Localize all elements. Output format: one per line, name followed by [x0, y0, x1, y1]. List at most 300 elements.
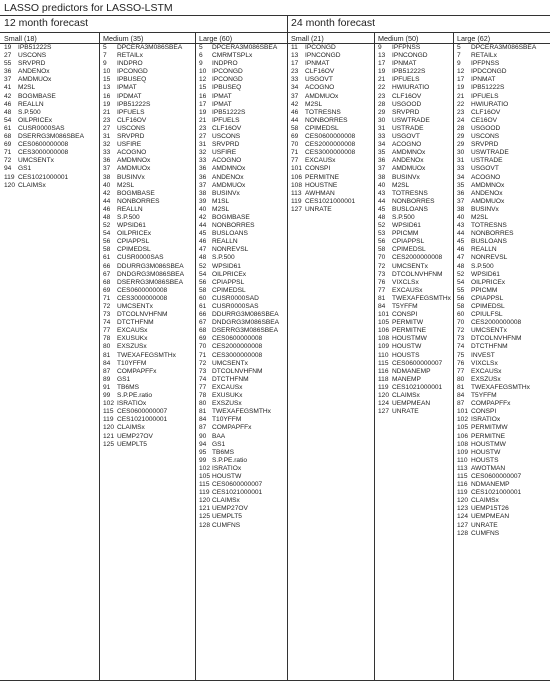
- predictor-index: 52: [199, 262, 207, 270]
- predictor-index: 54: [103, 230, 111, 238]
- predictor-index: 71: [199, 351, 207, 359]
- table-row: [378, 238, 452, 246]
- predictor-index: 70: [457, 319, 465, 327]
- table-row: [4, 109, 98, 117]
- predictor-index: 84: [378, 303, 386, 310]
- predictor-name: CES3000000008: [212, 351, 263, 359]
- predictor-name: CLAIMSx: [392, 392, 420, 400]
- table-row: [457, 465, 549, 473]
- predictor-name: CES3000000008: [305, 149, 356, 157]
- predictor-index: 102: [103, 400, 115, 408]
- predictor-name: M2SL: [18, 84, 36, 92]
- predictor-name: IPCONGD: [212, 76, 243, 84]
- predictor-index: 101: [291, 165, 303, 173]
- predictor-index: 22: [378, 84, 386, 92]
- predictor-name: EXSZUSx: [471, 375, 501, 383]
- table-row: [199, 246, 286, 254]
- table-row: [378, 392, 452, 400]
- predictor-index: 77: [378, 286, 386, 294]
- table-row: [103, 238, 194, 246]
- predictor-index: 46: [291, 108, 299, 116]
- predictor-index: 21: [378, 76, 386, 84]
- predictor-name: BUSINVx: [392, 173, 420, 181]
- predictor-name: IPBUSEQ: [117, 76, 147, 84]
- table-row: [378, 52, 452, 60]
- predictor-name: IPMAT: [212, 100, 232, 108]
- predictor-index: 48: [4, 108, 12, 116]
- predictor-name: CUSR0000SAD: [212, 294, 259, 302]
- predictor-name: EXSZUSx: [212, 400, 242, 408]
- predictor-index: 13: [378, 52, 386, 60]
- table-row: [199, 52, 286, 60]
- predictor-index: 31: [103, 133, 111, 141]
- table-row: [457, 246, 549, 254]
- predictor-index: 5: [103, 44, 107, 51]
- predictor-name: UEMP27OV: [117, 432, 153, 440]
- predictor-name: NONREVSL: [471, 254, 508, 262]
- predictor-index: 66: [199, 311, 207, 319]
- predictor-index: 27: [103, 124, 111, 132]
- table-row: [378, 44, 452, 52]
- predictor-index: 35: [457, 181, 465, 189]
- table-row: [291, 174, 373, 182]
- predictor-name: AMDMUOx: [117, 165, 151, 173]
- predictor-index: 75: [457, 351, 465, 359]
- predictor-name: CLF16OV: [471, 108, 501, 116]
- predictor-index: 70: [199, 343, 207, 351]
- horizon-12-label: 12 month forecast: [4, 17, 89, 29]
- predictor-name: AMDMUOx: [471, 197, 505, 205]
- predictor-name: CMRMTSPLx: [212, 52, 253, 60]
- predictor-index: 71: [103, 294, 111, 302]
- predictor-name: T5YFFM: [392, 303, 418, 310]
- table-row: [291, 84, 373, 92]
- predictor-name: CES0600000008: [212, 335, 263, 343]
- predictor-index: 71: [291, 149, 299, 157]
- table-row: [199, 125, 286, 133]
- table-row: [199, 238, 286, 246]
- predictor-index: 17: [378, 60, 386, 68]
- predictor-index: 17: [291, 60, 299, 68]
- predictor-name: DPCERA3M086SBEA: [471, 44, 537, 51]
- predictor-index: 56: [199, 278, 207, 286]
- predictor-index: 67: [199, 319, 207, 327]
- predictor-index: 30: [457, 149, 465, 157]
- table-row: [103, 174, 194, 182]
- predictor-name: DTCTHFNM: [471, 343, 508, 351]
- table-row: [378, 263, 452, 271]
- table-row: [199, 287, 286, 295]
- predictor-name: AMDMNOx: [117, 157, 151, 165]
- table-row: [103, 287, 194, 295]
- predictor-name: TWEXAFEGSMTHx: [212, 408, 271, 416]
- predictor-name: HOUSTW: [471, 448, 501, 456]
- table-row: [291, 165, 373, 173]
- table-row: [378, 246, 452, 254]
- predictor-name: REALLN: [117, 205, 143, 213]
- predictor-name: DPCERA3M086SBEA: [117, 44, 183, 51]
- predictor-name: ANDENOx: [212, 173, 244, 181]
- predictor-name: USWTRADE: [392, 116, 430, 124]
- predictor-index: 19: [378, 68, 386, 76]
- predictor-name: USCONS: [117, 124, 146, 132]
- table-row: [378, 101, 452, 109]
- predictor-index: 22: [457, 100, 465, 108]
- table-row: [457, 335, 549, 343]
- table-row: [378, 60, 452, 68]
- table-row: [378, 376, 452, 384]
- predictor-index: 73: [457, 335, 465, 343]
- predictor-name: USTRADE: [392, 124, 424, 132]
- predictor-index: 61: [199, 303, 207, 310]
- table-row: [199, 400, 286, 408]
- predictor-name: M2SL: [392, 181, 410, 189]
- predictor-index: 60: [199, 294, 207, 302]
- predictor-name: ISRATIOx: [471, 416, 501, 424]
- predictor-index: 119: [199, 489, 210, 497]
- table-row: [199, 190, 286, 198]
- table-row: [199, 408, 286, 416]
- predictor-index: 119: [291, 197, 302, 205]
- predictor-name: IPBUSEQ: [212, 84, 242, 92]
- predictor-name: CPIMEDSL: [212, 286, 246, 294]
- table-row: [199, 433, 286, 441]
- predictor-index: 120: [378, 392, 390, 400]
- predictor-name: EXCAUSx: [392, 286, 423, 294]
- predictor-index: 36: [103, 157, 111, 165]
- predictor-name: IPFPNSS: [392, 44, 421, 51]
- predictor-name: HOUSTMW: [471, 440, 506, 448]
- table-row: [378, 198, 452, 206]
- table-row: [103, 165, 194, 173]
- table-row: [457, 190, 549, 198]
- predictor-index: 16: [103, 92, 111, 100]
- predictor-index: 80: [199, 400, 207, 408]
- predictor-name: CE16OV: [471, 116, 498, 124]
- predictor-name: USCONS: [471, 133, 500, 141]
- predictor-index: 24: [457, 116, 465, 124]
- predictor-index: 119: [103, 416, 114, 424]
- table-row: [457, 93, 549, 101]
- predictor-index: 36: [199, 165, 207, 173]
- predictor-name: PERMITNE: [305, 173, 340, 181]
- predictor-index: 33: [199, 157, 207, 165]
- predictor-name: COMPAPFFx: [471, 400, 511, 408]
- table-row: [199, 303, 286, 311]
- predictor-name: UMCSENTx: [471, 327, 507, 335]
- predictor-index: 42: [103, 189, 111, 197]
- predictor-index: 106: [291, 173, 303, 181]
- predictor-name: HOUSTNE: [305, 181, 338, 189]
- predictor-index: 81: [199, 408, 207, 416]
- column-12-medium: [103, 44, 194, 449]
- predictor-index: 34: [378, 141, 386, 149]
- table-row: [103, 424, 194, 432]
- table-row: [378, 311, 452, 319]
- predictor-index: 39: [199, 197, 207, 205]
- predictor-index: 7: [457, 52, 461, 60]
- predictor-index: 90: [199, 432, 207, 440]
- predictor-name: BOGMBASE: [212, 213, 250, 221]
- predictor-index: 120: [199, 497, 211, 505]
- table-row: [378, 149, 452, 157]
- predictor-index: 74: [457, 343, 465, 351]
- predictor-index: 81: [457, 383, 465, 391]
- predictor-name: DDURRG3M086SBEA: [117, 262, 184, 270]
- predictor-index: 56: [103, 238, 111, 246]
- table-row: [199, 263, 286, 271]
- predictor-index: 42: [199, 213, 207, 221]
- predictor-index: 105: [378, 319, 390, 327]
- predictor-index: 48: [103, 213, 111, 221]
- predictor-index: 89: [103, 375, 111, 383]
- table-row: [378, 165, 452, 173]
- predictor-name: CPIMEDSL: [392, 246, 426, 254]
- table-row: [378, 206, 452, 214]
- table-row: [291, 149, 373, 157]
- predictor-name: RETAILx: [117, 52, 143, 60]
- predictor-index: 45: [457, 238, 465, 246]
- predictor-name: S.P.500: [117, 213, 140, 221]
- predictor-index: 10: [103, 68, 111, 76]
- predictor-name: WPSID61: [392, 222, 421, 230]
- table-row: [457, 263, 549, 271]
- predictor-name: INDPRO: [117, 60, 143, 68]
- predictor-index: 72: [4, 157, 12, 165]
- table-row: [457, 295, 549, 303]
- predictor-index: 123: [457, 505, 469, 513]
- predictor-index: 106: [457, 432, 469, 440]
- predictor-name: REALLN: [18, 100, 44, 108]
- table-row: [199, 157, 286, 165]
- predictor-name: CES0600000007: [471, 472, 522, 480]
- predictor-index: 128: [457, 529, 469, 537]
- predictor-name: CPIMEDSL: [117, 246, 151, 254]
- table-row: [199, 68, 286, 76]
- predictor-index: 31: [199, 141, 207, 149]
- predictor-name: T10YFFM: [212, 416, 242, 424]
- predictor-index: 73: [378, 270, 386, 278]
- predictor-index: 116: [457, 481, 468, 489]
- table-row: [103, 368, 194, 376]
- table-row: [457, 311, 549, 319]
- table-row: [103, 271, 194, 279]
- table-row: [103, 76, 194, 84]
- table-row: [4, 141, 98, 149]
- predictor-name: ANDENOx: [18, 68, 50, 76]
- predictor-index: 38: [103, 173, 111, 181]
- predictor-index: 77: [457, 367, 465, 375]
- top-rule: [0, 15, 550, 16]
- predictor-index: 9: [103, 60, 107, 68]
- predictor-name: USGOVT: [392, 133, 420, 141]
- table-row: [457, 368, 549, 376]
- col-divider: [453, 32, 454, 680]
- predictor-index: 45: [199, 230, 207, 238]
- predictor-name: IPMAT: [212, 92, 232, 100]
- predictor-index: 33: [457, 165, 465, 173]
- predictor-index: 9: [199, 60, 203, 68]
- predictor-index: 37: [4, 76, 12, 84]
- predictor-name: IPB51222S: [212, 108, 246, 116]
- predictor-index: 80: [457, 375, 465, 383]
- horizon-24-label: 24 month forecast: [291, 17, 376, 29]
- col-header-24-medium: Medium (50): [378, 34, 419, 43]
- predictor-index: 116: [378, 367, 389, 375]
- predictor-name: OILPRICEx: [471, 278, 506, 286]
- predictor-name: CONSPI: [392, 311, 418, 319]
- table-row: [378, 109, 452, 117]
- table-row: [457, 271, 549, 279]
- predictor-index: 47: [457, 254, 465, 262]
- predictor-index: 94: [4, 165, 12, 173]
- predictor-name: INDPRO: [212, 60, 238, 68]
- predictor-index: 125: [103, 440, 115, 448]
- table-row: [457, 174, 549, 182]
- predictor-name: VIXCLSx: [471, 359, 498, 367]
- predictor-index: 33: [378, 133, 386, 141]
- table-row: [378, 254, 452, 262]
- table-row: [291, 52, 373, 60]
- predictor-name: CLF16OV: [392, 92, 422, 100]
- predictor-name: CES1021000001: [471, 489, 522, 497]
- predictor-index: 69: [291, 133, 299, 141]
- table-row: [378, 84, 452, 92]
- predictor-name: ACOGNO: [471, 173, 501, 181]
- table-row: [378, 222, 452, 230]
- col-header-24-small: Small (21): [291, 34, 324, 43]
- table-row: [103, 141, 194, 149]
- table-row: [291, 125, 373, 133]
- bottom-rule: [0, 680, 550, 681]
- predictor-index: 28: [378, 100, 386, 108]
- table-row: [378, 360, 452, 368]
- predictor-index: 84: [103, 359, 111, 367]
- predictor-index: 121: [103, 432, 115, 440]
- predictor-name: ISRATIOx: [212, 464, 242, 472]
- table-row: [199, 93, 286, 101]
- predictor-index: 115: [103, 408, 114, 416]
- predictor-index: 108: [457, 440, 469, 448]
- predictor-name: ACOGNO: [117, 149, 147, 157]
- table-row: [199, 335, 286, 343]
- predictor-name: S.P.500: [471, 262, 494, 270]
- predictor-index: 19: [457, 84, 465, 92]
- table-row: [199, 522, 286, 530]
- predictor-name: SRVPRD: [392, 108, 420, 116]
- table-row: [378, 352, 452, 360]
- predictor-name: OILPRICEx: [117, 230, 152, 238]
- predictor-name: USFIRE: [117, 141, 142, 149]
- predictor-index: 29: [457, 141, 465, 149]
- predictor-name: IPCONGD: [305, 44, 336, 51]
- predictor-name: CPIMEDSL: [305, 124, 339, 132]
- table-row: [103, 190, 194, 198]
- table-row: [199, 441, 286, 449]
- table-row: [457, 416, 549, 424]
- table-row: [4, 93, 98, 101]
- predictor-name: IPCONGD: [212, 68, 243, 76]
- table-row: [378, 319, 452, 327]
- table-row: [4, 60, 98, 68]
- predictor-index: 106: [378, 327, 390, 335]
- table-row: [378, 343, 452, 351]
- predictor-index: 58: [103, 246, 111, 254]
- predictor-name: DSERRG3M086SBEA: [117, 278, 183, 286]
- predictor-index: 32: [199, 149, 207, 157]
- table-row: [457, 157, 549, 165]
- predictor-index: 69: [103, 286, 111, 294]
- predictor-index: 13: [103, 84, 111, 92]
- predictor-name: HOUSTS: [471, 456, 499, 464]
- table-row: [199, 279, 286, 287]
- predictor-index: 101: [378, 311, 390, 319]
- predictor-index: 19: [4, 44, 12, 51]
- table-row: [378, 125, 452, 133]
- predictor-index: 71: [4, 149, 12, 157]
- predictor-index: 9: [378, 44, 382, 51]
- table-row: [457, 230, 549, 238]
- predictor-name: CES1021000001: [392, 383, 443, 391]
- predictor-name: UMCSENTx: [18, 157, 54, 165]
- predictor-name: CES3000000008: [18, 149, 69, 157]
- table-row: [457, 352, 549, 360]
- column-12-large: [199, 44, 286, 530]
- predictor-index: 115: [199, 481, 210, 489]
- predictor-index: 76: [378, 278, 386, 286]
- table-row: [103, 198, 194, 206]
- predictor-index: 124: [457, 513, 469, 521]
- predictor-index: 21: [457, 92, 465, 100]
- predictor-index: 31: [378, 124, 386, 132]
- table-row: [378, 174, 452, 182]
- table-row: [199, 513, 286, 521]
- predictor-name: CPIAPPSL: [212, 278, 245, 286]
- table-row: [199, 473, 286, 481]
- table-row: [378, 117, 452, 125]
- predictor-name: CES0600000008: [117, 286, 168, 294]
- table-row: [457, 360, 549, 368]
- predictor-name: CUSR0000SAS: [117, 254, 164, 262]
- predictor-name: CLAIMSx: [18, 181, 46, 189]
- predictor-name: HWIURATIO: [392, 84, 430, 92]
- predictor-index: 77: [291, 157, 299, 165]
- table-row: [199, 392, 286, 400]
- table-row: [457, 60, 549, 68]
- predictor-index: 102: [457, 416, 469, 424]
- table-row: [199, 416, 286, 424]
- column-12-small: [4, 44, 98, 190]
- table-row: [199, 384, 286, 392]
- predictor-index: 5: [199, 44, 203, 51]
- table-row: [199, 449, 286, 457]
- predictor-index: 58: [457, 303, 465, 310]
- predictor-name: IPB51222S: [392, 68, 426, 76]
- predictor-index: 115: [457, 472, 468, 480]
- predictor-index: 19: [199, 108, 207, 116]
- predictor-name: IPFUELS: [212, 116, 240, 124]
- table-row: [199, 489, 286, 497]
- table-row: [457, 238, 549, 246]
- predictor-index: 55: [457, 286, 465, 294]
- predictor-name: UMCSENTx: [392, 262, 428, 270]
- table-row: [199, 84, 286, 92]
- predictor-name: IPFUELS: [392, 76, 420, 84]
- table-row: [291, 198, 373, 206]
- predictor-name: T10YFFM: [117, 359, 147, 367]
- table-row: [457, 68, 549, 76]
- predictor-index: 17: [457, 76, 465, 84]
